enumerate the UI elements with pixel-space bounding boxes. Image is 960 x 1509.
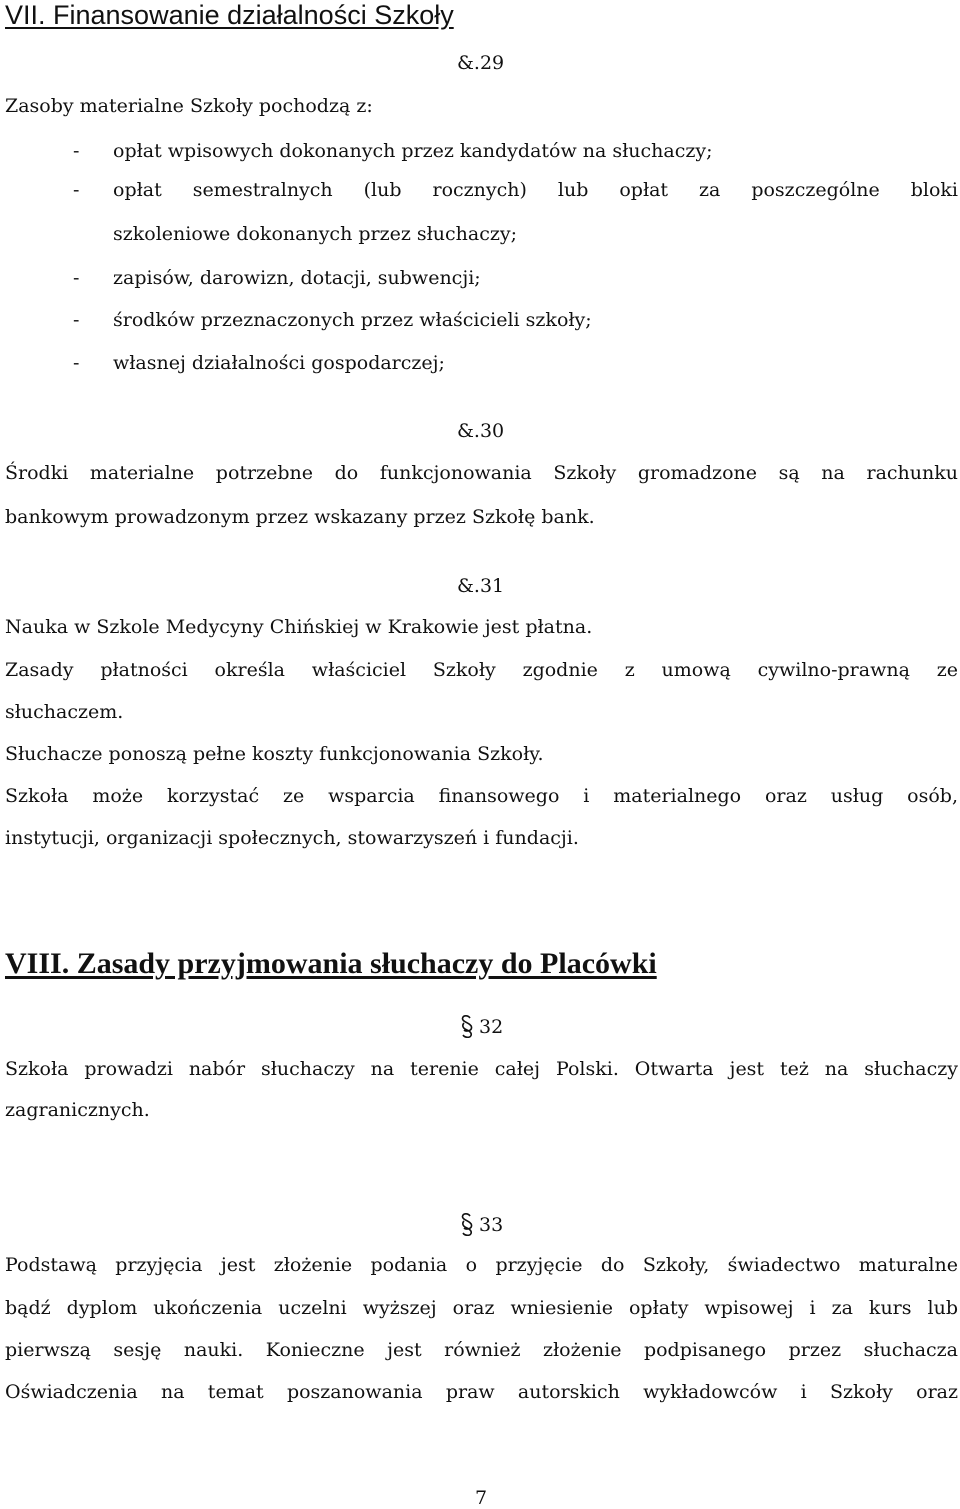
p29-intro: Zasoby materialne Szkoły pochodzą z: <box>5 95 373 117</box>
p31-line: Szkoła może korzystać ze wsparcia finansowego i materialnego oraz usług osób, <box>5 785 958 807</box>
list-item-continued: szkoleniowe dokonanych przez słuchaczy; <box>113 223 518 245</box>
list-item: własnej działalności gospodarczej; <box>113 352 445 374</box>
p33-line: Oświadczenia na temat poszanowania praw autorskich wykładowców i Szkoły oraz <box>5 1381 958 1403</box>
list-dash: - <box>73 179 80 201</box>
list-item: opłat wpisowych dokonanych przez kandydatów na słuchaczy; <box>113 140 713 162</box>
p33-line: bądź dyplom ukończenia uczelni wyższej oraz wniesienie opłaty wpisowej i za kurs lub <box>5 1297 958 1319</box>
p31-line: Zasady płatności określa właściciel Szkoły zgodnie z umową cywilno-prawną ze <box>5 659 958 681</box>
p31-line: Nauka w Szkole Medycyny Chińskiej w Krakowie jest płatna. <box>5 616 593 638</box>
paragraph-mark-31: &.31 <box>457 575 505 597</box>
list-item: opłat semestralnych (lub rocznych) lub opłat za poszczególne bloki <box>113 179 958 201</box>
list-dash: - <box>73 267 80 289</box>
p32-line: zagranicznych. <box>5 1099 150 1121</box>
paragraph-number: 33 <box>479 1214 504 1236</box>
p31-line: Słuchacze ponoszą pełne koszty funkcjonowania Szkoły. <box>5 743 544 765</box>
section-sign-icon <box>459 1212 475 1236</box>
list-dash: - <box>73 140 80 162</box>
p30-line: Środki materialne potrzebne do funkcjonowania Szkoły gromadzone są na rachunku <box>5 462 958 484</box>
p33-line: pierwszą sesję nauki. Konieczne jest również złożenie podpisanego przez słuchacza <box>5 1339 958 1361</box>
section-heading-viii: VIII. Zasady przyjmowania słuchaczy do Placówki <box>5 947 657 980</box>
list-item: środków przeznaczonych przez właścicieli szkoły; <box>113 309 592 331</box>
p31-line: słuchaczem. <box>5 701 124 723</box>
paragraph-number: 32 <box>479 1016 504 1038</box>
paragraph-mark-29: &.29 <box>457 52 505 74</box>
p33-line: Podstawą przyjęcia jest złożenie podania o przyjęcie do Szkoły, świadectwo maturalne <box>5 1254 958 1276</box>
paragraph-mark-30: &.30 <box>457 420 505 442</box>
list-item: zapisów, darowizn, dotacji, subwencji; <box>113 267 481 289</box>
list-dash: - <box>73 352 80 374</box>
page-number: 7 <box>475 1487 488 1509</box>
list-dash: - <box>73 309 80 331</box>
p30-line: bankowym prowadzonym przez wskazany przez Szkołę bank. <box>5 506 595 528</box>
p32-line: Szkoła prowadzi nabór słuchaczy na terenie całej Polski. Otwarta jest też na słuchaczy <box>5 1058 958 1080</box>
section-sign-icon <box>459 1014 475 1038</box>
section-heading-vii: VII. Finansowanie działalności Szkoły <box>5 0 454 30</box>
p31-line: instytucji, organizacji społecznych, stowarzyszeń i fundacji. <box>5 827 579 849</box>
